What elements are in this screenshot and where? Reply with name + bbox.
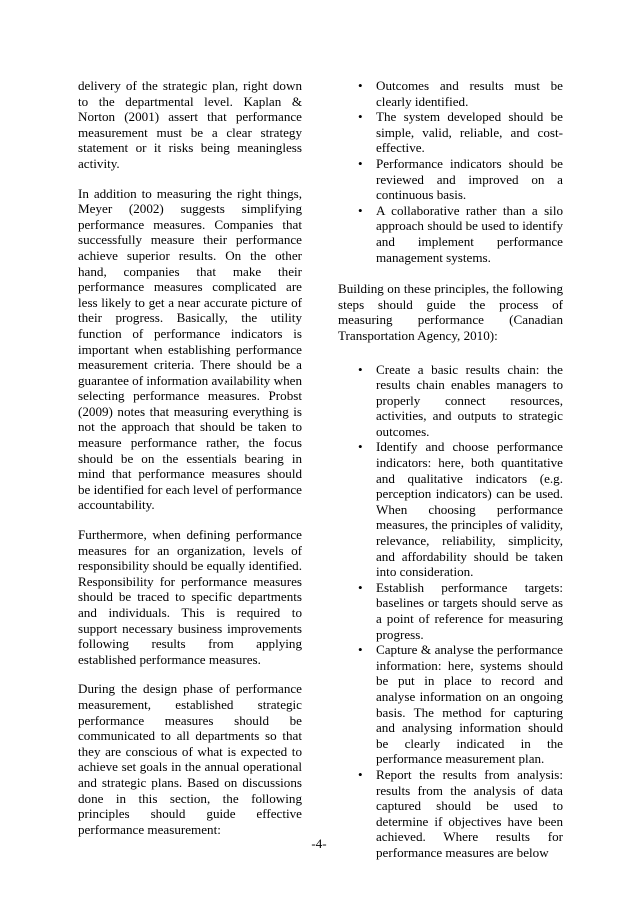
steps-list — [338, 362, 563, 861]
list-item-text: Capture & analyse the performance information: here, systems should be put in place to record and analyse information on an ongoing basis. The method for capturing and analysing information should be clearly indicated in the performance measurement plan. — [376, 642, 563, 767]
list-item-text: Identify and choose performance indicators: here, both quantitative and qualitative indicators (e.g. perception indicators) can be used. When choosing performance measures, the principles of validity, relevance, reliability, simplicity, and affordability should be taken into consideration. — [376, 439, 563, 580]
bullet-icon: • — [358, 78, 363, 93]
list-item-text: The system developed should be simple, valid, reliable, and cost-effective. — [376, 109, 563, 156]
paragraph: In addition to measuring the right things, Meyer (2002) suggests simplifying performance measures. Companies that successfully measure their performance achieve superior results. On the other hand, companies that make their performance measures complicated are less likely to get a near accurate picture of their progress. Basically, the utility function of performance indicators is important when establishing performance measurement criteria. There should be a guarantee of information availability when selecting performance measures. Probst (2009) notes that measuring everything is not the approach that should be taken to measure performance rather, the focus should be on the essentials bearing in mind that performance measures should be identified for each level of performance accountability. — [78, 185, 302, 513]
list-item-text: Create a basic results chain: the results chain enables managers to properly connect resources, activities, and outputs to strategic outcomes. — [376, 361, 563, 439]
bullet-icon: • — [358, 361, 363, 377]
list-item — [338, 156, 563, 203]
right-column — [338, 78, 563, 861]
steps-intro: Building on these principles, the following steps should guide the process of measuring performance (Canadian Transportation Agency, 2010): — [338, 281, 563, 343]
list-item — [338, 439, 563, 579]
bullet-icon: • — [358, 642, 363, 658]
bullet-icon: • — [358, 766, 363, 782]
list-item — [338, 362, 563, 440]
list-item-text: Establish performance targets: baselines or targets should serve as a point of reference for measuring progress. — [376, 579, 563, 642]
paragraph: delivery of the strategic plan, right down to the departmental level. Kaplan & Norton (2001) assert that performance measurement must be a clear strategy statement or it risks being meaningless activity. — [78, 78, 302, 171]
bullet-icon: • — [358, 579, 363, 595]
principles-list — [338, 78, 563, 265]
list-item — [338, 642, 563, 767]
list-item — [338, 109, 563, 156]
paragraph: During the design phase of performance measurement, established strategic performance measures should be communicated to all departments so that they are conscious of what is expected to achieve set goals in the annual operational and strategic plans. Based on discussions done in this section, the following principles should guide effective performance measurement: — [78, 681, 302, 837]
list-item-text: A collaborative rather than a silo approach should be used to identify and implement performance management systems. — [376, 202, 563, 265]
bullet-icon: • — [358, 202, 363, 218]
list-item-text: Performance indicators should be reviewed and improved on a continuous basis. — [376, 155, 563, 203]
page-number: -4- — [311, 836, 327, 851]
left-column — [78, 78, 302, 851]
bullet-icon: • — [358, 109, 363, 125]
list-item — [338, 78, 563, 109]
list-item-text: Outcomes and results must be clearly identified. — [376, 78, 563, 109]
paragraph: Furthermore, when defining performance measures for an organization, levels of responsibility should be equally identified. Responsibility for performance measures should be traced to specific departments and individuals. This is required to support necessary business improvements following results from applying established performance measures. — [78, 527, 302, 667]
bullet-icon: • — [358, 155, 363, 171]
list-item-text: Report the results from analysis: results from the analysis of data captured should be used to determine if objectives have been achieved. Where results for performance measures are below — [376, 766, 563, 860]
bullet-icon: • — [358, 439, 363, 455]
list-item — [338, 203, 563, 265]
list-item — [338, 580, 563, 642]
